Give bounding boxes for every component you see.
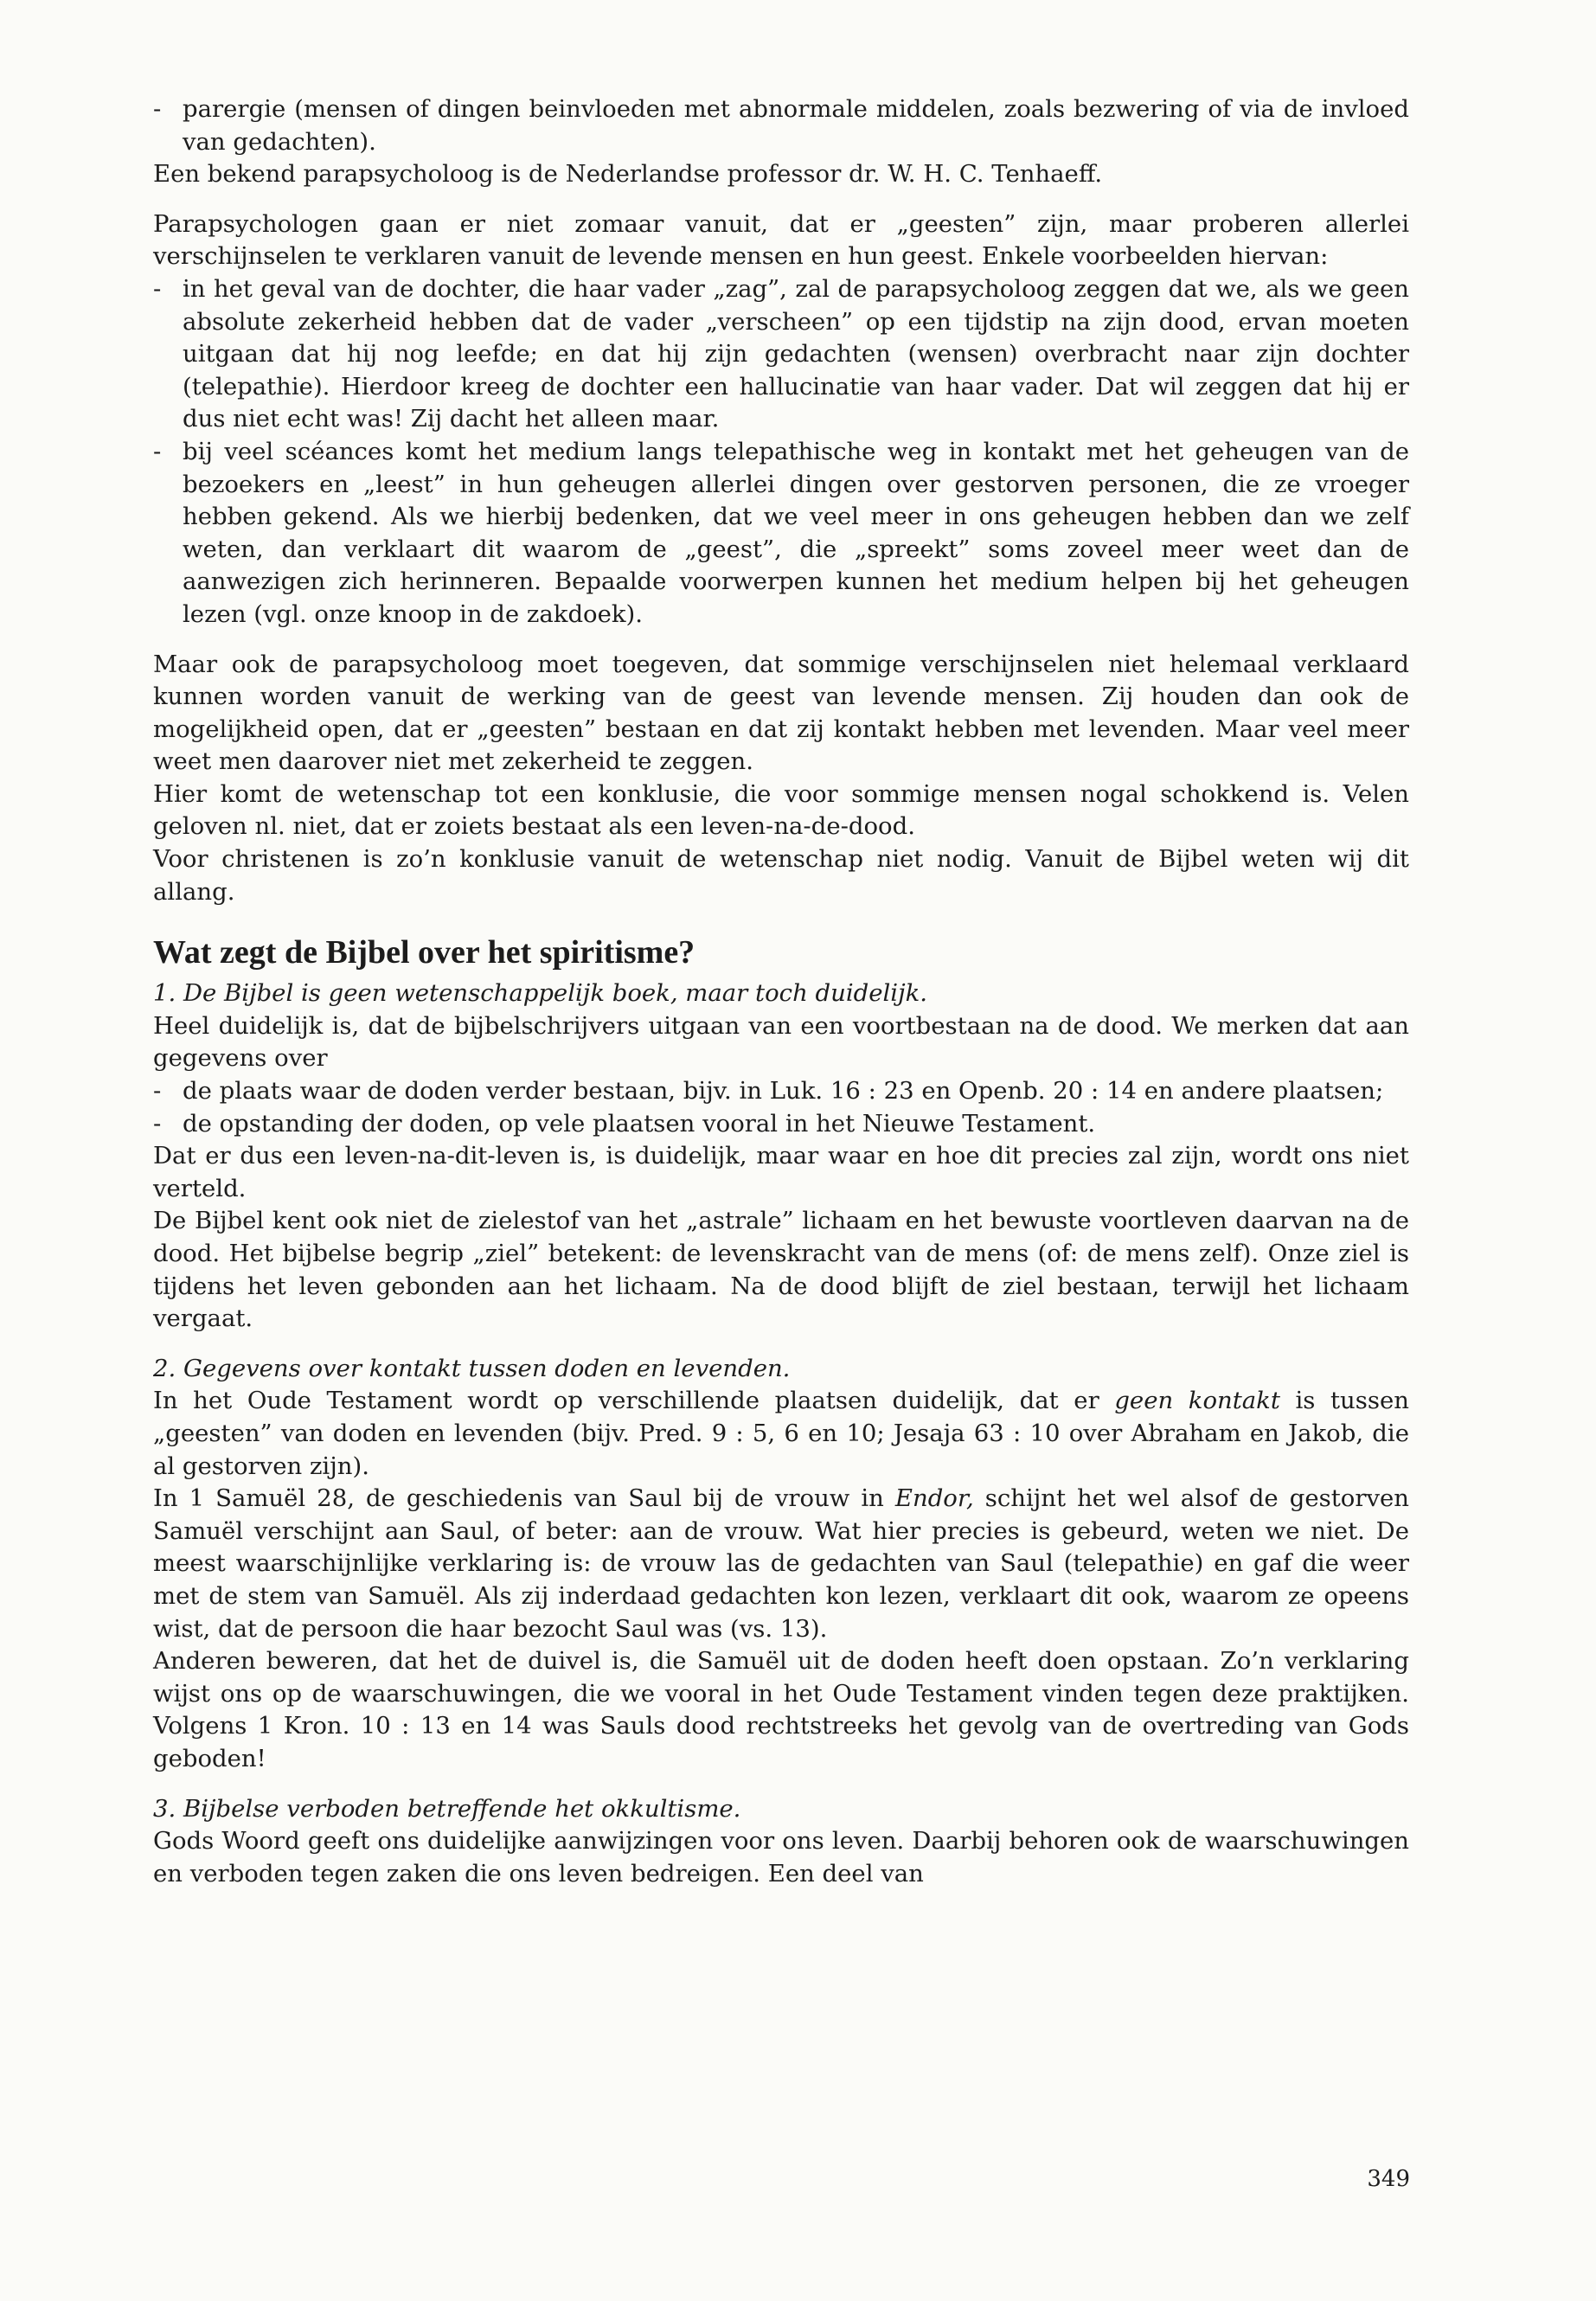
list-dash: - — [153, 95, 162, 123]
paragraph: Gods Woord geeft ons duidelijke aanwijzingen voor ons leven. Daarbij behoren ook de waarschuwingen en verboden tegen zaken die ons leven bedreigen. Een deel van — [153, 1827, 1409, 1888]
paragraph: Een bekend parapsycholoog is de Nederlandse professor dr. W. H. C. Tenhaeff. — [153, 160, 1103, 189]
list-item — [153, 273, 1409, 436]
paragraph: Heel duidelijk is, dat de bijbelschrijvers uitgaan van een voortbestaan na de dood. We merken dat aan gegevens over — [153, 1011, 1409, 1073]
text-run: is tussen „geesten” van doden en levenden (bijv. Pred. 9 : 5, 6 en 10; Jesaja 63 : 10 over Abraham en Jakob, die al gestorven zijn). — [153, 1387, 1409, 1480]
list-item — [153, 436, 1409, 631]
paragraph: Dat er dus een leven-na-dit-leven is, is duidelijk, maar waar en hoe dit precies zal zijn, wordt ons niet verteld. — [153, 1142, 1409, 1202]
list-dash: - — [153, 1077, 162, 1106]
paragraph: Parapsychologen gaan er niet zomaar vanuit, dat er „geesten” zijn, maar proberen allerlei verschijnselen te verklaren vanuit de levende mensen en hun geest. Enkele voorbeelden hiervan: — [153, 209, 1409, 271]
paragraph — [153, 1385, 1409, 1483]
page-body — [153, 93, 1409, 1890]
list-item-text: parergie (mensen of dingen beinvloeden met abnormale middelen, zoals bezwering of via de invloed van gedachten). — [183, 95, 1409, 156]
paragraph — [153, 1483, 1409, 1645]
list-item — [153, 93, 1409, 158]
emphasis: geen kontakt — [1114, 1387, 1280, 1415]
text-run: schijnt het wel alsof de gestorven Samuël verschijnt aan Saul, of beter: aan de vrouw. Wat hier precies is gebeurd, weten we niet. De meest waarschijnlijke verklaring is: de vrouw las de gedachten van Saul (telepathie) en gaf die weer met de stem van Samuël. Als zij inderdaad gedachten kon lezen, verklaart dit ook, waarom ze opeens wist, dat de persoon die haar bezocht Saul was (vs. 13). — [153, 1484, 1409, 1643]
subsection-title: 3. Bijbelse verboden betreffende het okkultisme. — [153, 1794, 741, 1823]
paragraph: Hier komt de wetenschap tot een konklusie, die voor sommige mensen nogal schokkend is. Velen geloven nl. niet, dat er zoiets bestaat als een leven-na-de-dood. — [153, 779, 1409, 841]
paragraph: Voor christenen is zo’n konklusie vanuit de wetenschap niet nodig. Vanuit de Bijbel weten wij dit allang. — [153, 845, 1409, 906]
text-run: In het Oude Testament wordt op verschillende plaatsen duidelijk, dat er — [153, 1387, 1115, 1415]
subsection-title: 2. Gegevens over kontakt tussen doden en levenden. — [153, 1354, 791, 1382]
subsection-title: 1. De Bijbel is geen wetenschappelijk boek, maar toch duidelijk. — [153, 979, 928, 1008]
list-item-text: bij veel scéances komt het medium langs telepathische weg in kontakt met het geheugen van de bezoekers en „leest” in hun geheugen allerlei dingen over gestorven personen, die ze vroeger hebben gekend. Als we hierbij bedenken, dat we veel meer in ons geheugen hebben dan we zelf weten, dan verklaart dit waarom de „geest”, die „spreekt” soms zoveel meer weet dan de aanwezigen zich herinneren. Bepaalde voorwerpen kunnen het medium helpen bij het geheugen lezen (vgl. onze knoop in de zakdoek). — [183, 437, 1409, 628]
list-item-text: de opstanding der doden, op vele plaatsen vooral in het Nieuwe Testament. — [183, 1109, 1096, 1138]
text-run: In 1 Samuël 28, de geschiedenis van Saul bij de vrouw in — [153, 1484, 895, 1513]
list-item — [153, 1075, 1409, 1108]
list-dash: - — [153, 1109, 162, 1138]
page-number: 349 — [1367, 2166, 1410, 2192]
list-dash: - — [153, 274, 162, 303]
paragraph: Maar ook de parapsycholoog moet toegeven, dat sommige verschijnselen niet helemaal verklaard kunnen worden vanuit de werking van de geest van levende mensen. Zij houden dan ook de mogelijkheid open, dat er „geesten” bestaan en dat zij kontakt hebben met levenden. Maar veel meer weet men daarover niet met zekerheid te zeggen. — [153, 650, 1409, 776]
paragraph: Anderen beweren, dat het de duivel is, die Samuël uit de doden heeft doen opstaan. Zo’n verklaring wijst ons op de waarschuwingen, die we vooral in het Oude Testament vinden tegen deze praktijken. Volgens 1 Kron. 10 : 13 en 14 was Sauls dood rechtstreeks het gevolg van de overtreding van Gods geboden! — [153, 1647, 1409, 1772]
paragraph: De Bijbel kent ook niet de zielestof van het „astrale” lichaam en het bewuste voortleven daarvan na de dood. Het bijbelse begrip „ziel” betekent: de levenskracht van de mens (of: de mens zelf). Onze ziel is tijdens het leven gebonden aan het lichaam. Na de dood blijft de ziel bestaan, terwijl het lichaam vergaat. — [153, 1207, 1409, 1333]
list-item-text: de plaats waar de doden verder bestaan, bijv. in Luk. 16 : 23 en Openb. 20 : 14 en andere plaatsen; — [183, 1077, 1384, 1106]
list-dash: - — [153, 437, 162, 465]
section-heading: Wat zegt de Bijbel over het spiritisme? — [153, 934, 695, 971]
emphasis: Endor, — [894, 1484, 974, 1513]
list-item — [153, 1108, 1409, 1141]
list-item-text: in het geval van de dochter, die haar vader „zag”, zal de parapsycholoog zeggen dat we, als we geen absolute zekerheid hebben dat de vader „verscheen” op een tijdstip na zijn dood, ervan moeten uitgaan dat hij nog leefde; en dat hij zijn gedachten (wensen) overbracht naar zijn dochter (telepathie). Hierdoor kreeg de dochter een hallucinatie van haar vader. Dat wil zeggen dat hij er dus niet echt was! Zij dacht het alleen maar. — [183, 274, 1409, 433]
